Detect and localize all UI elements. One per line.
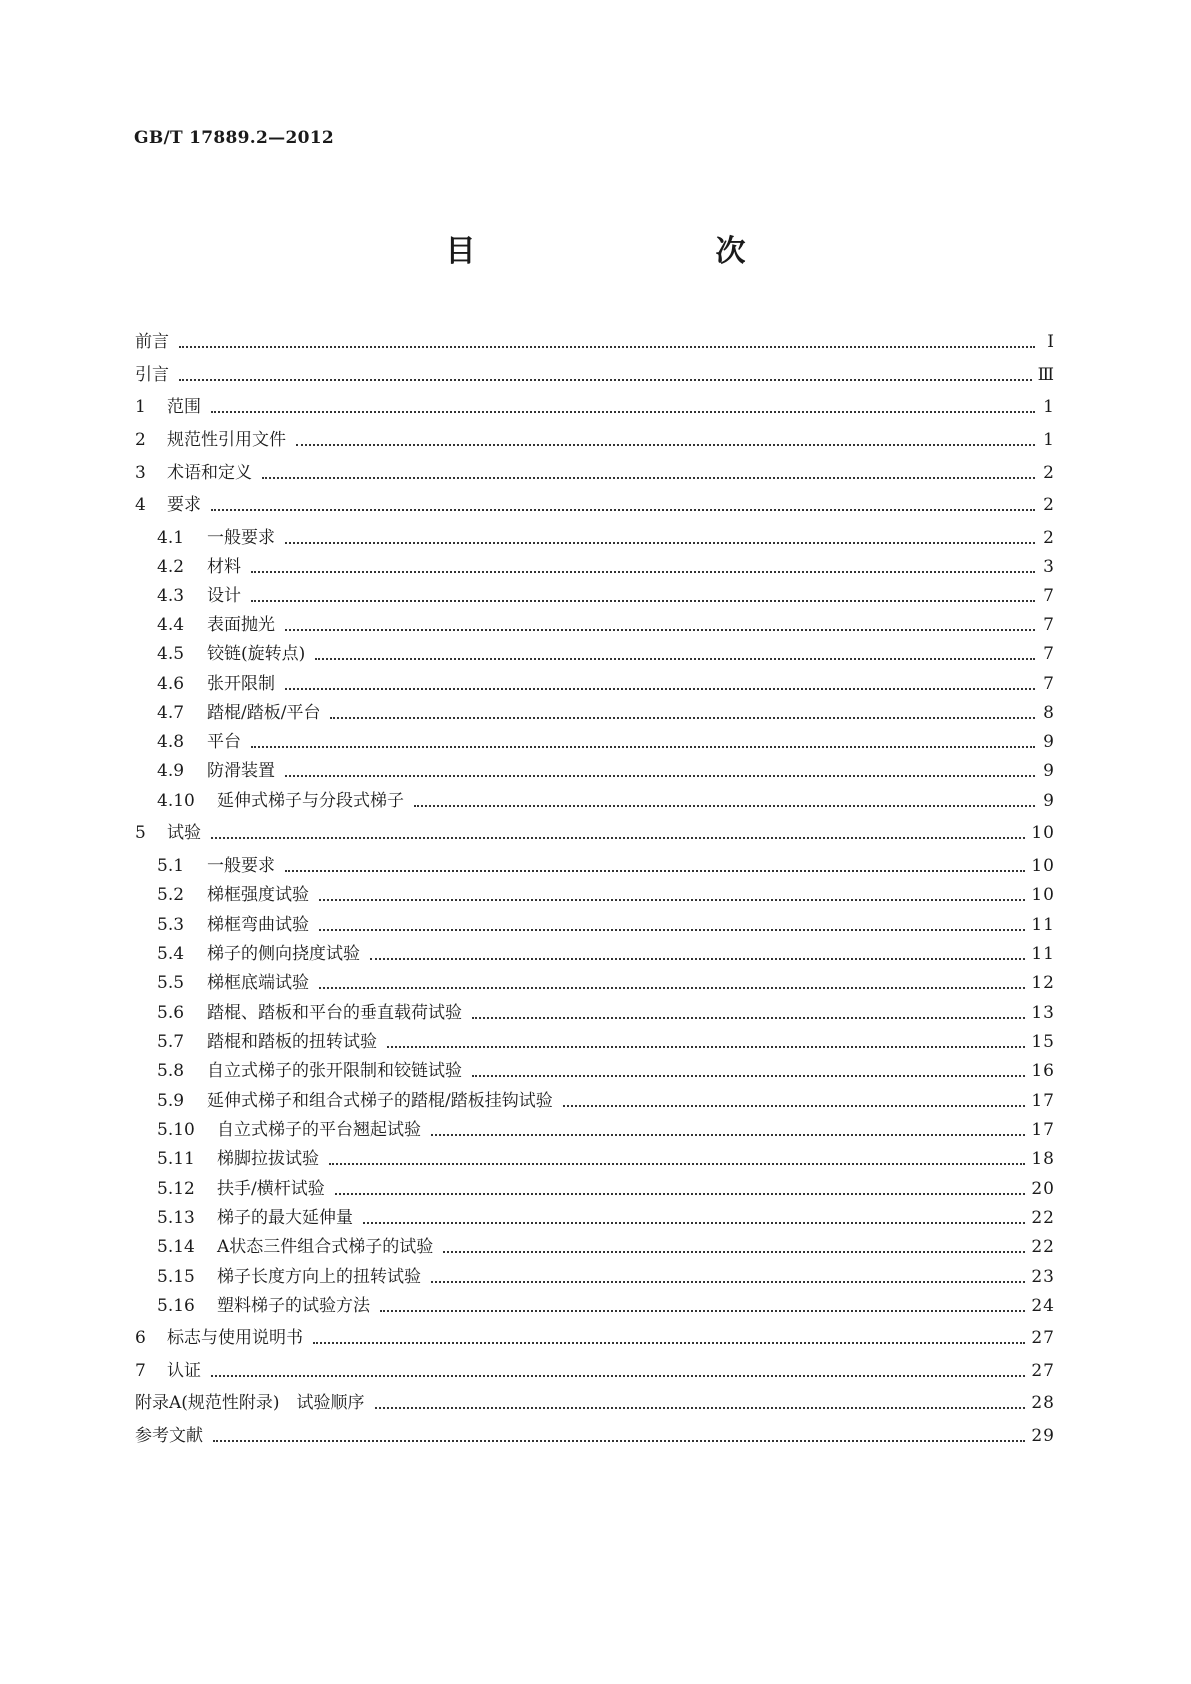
toc-entry[interactable]	[157, 1262, 1055, 1288]
toc-entry[interactable]	[135, 1323, 1055, 1349]
toc-entry-number: 5.16	[157, 1296, 195, 1316]
toc-entry-page: 13	[1031, 1003, 1055, 1023]
toc-entry-page: Ⅲ	[1037, 365, 1055, 385]
toc-entry-label: 踏棍/踏板/平台	[207, 703, 321, 723]
toc-entry-label: 扶手/横杆试验	[217, 1179, 325, 1199]
toc-entry-number: 1	[135, 397, 146, 417]
toc-entry-page: 1	[1043, 397, 1055, 417]
toc-entry-label: 平台	[207, 732, 241, 752]
toc-entry-number: 5.6	[157, 1003, 185, 1023]
toc-entry-page: 2	[1043, 528, 1055, 548]
toc-entry-page: 28	[1031, 1393, 1055, 1413]
toc-dot-leader	[431, 1281, 1025, 1283]
toc-entry-page: 11	[1031, 944, 1055, 964]
toc-dot-leader	[313, 1342, 1025, 1344]
toc-entry-page: 9	[1043, 761, 1055, 781]
toc-dot-leader	[375, 1407, 1026, 1409]
toc-dot-leader	[211, 411, 1035, 413]
toc-entry-page: 22	[1031, 1208, 1055, 1228]
toc-entry-page: 17	[1031, 1120, 1055, 1140]
toc-entry-page: 27	[1031, 1328, 1055, 1348]
toc-entry-number: 5.7	[157, 1032, 185, 1052]
toc-dot-leader	[329, 1163, 1025, 1165]
toc-entry[interactable]	[135, 818, 1055, 844]
toc-entry-label: 梯子的侧向挠度试验	[207, 944, 360, 964]
toc-dot-leader	[330, 717, 1035, 719]
toc-dot-leader	[285, 629, 1035, 631]
toc-entry-number: 4.4	[157, 615, 185, 635]
toc-entry[interactable]	[157, 610, 1055, 636]
toc-entry-label: 标志与使用说明书	[167, 1328, 303, 1348]
toc-entry[interactable]	[135, 360, 1055, 386]
toc-entry-label: 梯框弯曲试验	[207, 915, 309, 935]
toc-dot-leader	[211, 837, 1025, 839]
toc-entry-label: 张开限制	[207, 674, 275, 694]
toc-entry-number: 2	[135, 430, 146, 450]
toc-entry-page: 9	[1043, 791, 1055, 811]
toc-entry[interactable]	[157, 880, 1055, 906]
toc-entry-label: 延伸式梯子和组合式梯子的踏棍/踏板挂钩试验	[207, 1091, 553, 1111]
toc-entry-label: 塑料梯子的试验方法	[217, 1296, 370, 1316]
toc-entry-label: 一般要求	[207, 528, 275, 548]
toc-entry[interactable]	[157, 786, 1055, 812]
toc-entry-number: 4.2	[157, 557, 185, 577]
toc-entry-number: 4.10	[157, 791, 195, 811]
toc-entry-label: 设计	[207, 586, 241, 606]
toc-dot-leader	[363, 1222, 1025, 1224]
toc-entry[interactable]	[135, 490, 1055, 516]
toc-entry-number: 5.15	[157, 1267, 195, 1287]
toc-entry[interactable]	[157, 851, 1055, 877]
toc-entry-page: 17	[1031, 1091, 1055, 1111]
standard-code: GB/T 17889.2—2012	[134, 128, 334, 148]
toc-dot-leader	[387, 1046, 1025, 1048]
toc-entry-label: 附录A(规范性附录) 试验顺序	[135, 1393, 365, 1413]
toc-entry[interactable]	[135, 327, 1055, 353]
toc-entry-number: 5.9	[157, 1091, 185, 1111]
toc-dot-leader	[319, 987, 1025, 989]
toc-entry-page: 8	[1043, 703, 1055, 723]
toc-entry-label: 梯子长度方向上的扭转试验	[217, 1267, 421, 1287]
toc-entry-page: 2	[1043, 463, 1055, 483]
toc-entry-page: 24	[1031, 1296, 1055, 1316]
toc-dot-leader	[319, 899, 1025, 901]
toc-entry[interactable]	[157, 910, 1055, 936]
toc-entry-page: 1	[1043, 430, 1055, 450]
toc-dot-leader	[179, 379, 1032, 381]
toc-dot-leader	[251, 600, 1035, 602]
toc-entry-page: 7	[1043, 615, 1055, 635]
toc-entry-number: 4.6	[157, 674, 185, 694]
toc-entry-number: 6	[135, 1328, 146, 1348]
toc-entry-label: 防滑装置	[207, 761, 275, 781]
toc-entry-page: 18	[1031, 1149, 1055, 1169]
toc-dot-leader	[431, 1134, 1025, 1136]
toc-entry-page: 10	[1031, 856, 1055, 876]
toc-dot-leader	[211, 509, 1035, 511]
toc-entry-page: 7	[1043, 644, 1055, 664]
toc-entry[interactable]	[135, 1388, 1055, 1414]
toc-dot-leader	[179, 346, 1035, 348]
toc-title: 目 次	[445, 234, 806, 269]
toc-entry[interactable]	[157, 968, 1055, 994]
toc-entry-number: 7	[135, 1361, 146, 1381]
toc-entry[interactable]	[157, 639, 1055, 665]
toc-entry[interactable]	[135, 458, 1055, 484]
toc-entry[interactable]	[157, 1027, 1055, 1053]
toc-dot-leader	[414, 805, 1035, 807]
toc-entry-page: 16	[1031, 1061, 1055, 1081]
toc-dot-leader	[370, 958, 1025, 960]
toc-entry-page: 11	[1031, 915, 1055, 935]
toc-entry[interactable]	[157, 552, 1055, 578]
toc-entry-label: 规范性引用文件	[167, 430, 286, 450]
toc-dot-leader	[380, 1310, 1025, 1312]
toc-entry-number: 5.3	[157, 915, 185, 935]
toc-entry-page: 7	[1043, 674, 1055, 694]
toc-entry[interactable]	[157, 581, 1055, 607]
toc-entry-label: 前言	[135, 332, 169, 352]
toc-entry[interactable]	[157, 1086, 1055, 1112]
toc-entry[interactable]	[157, 727, 1055, 753]
toc-entry[interactable]	[157, 998, 1055, 1024]
toc-entry[interactable]	[157, 1232, 1055, 1258]
toc-entry[interactable]	[157, 1115, 1055, 1141]
toc-entry-number: 5.14	[157, 1237, 195, 1257]
toc-entry-number: 5.12	[157, 1179, 195, 1199]
toc-entry-label: 梯子的最大延伸量	[217, 1208, 353, 1228]
toc-entry[interactable]	[157, 939, 1055, 965]
toc-entry-page: 22	[1031, 1237, 1055, 1257]
toc-entry-label: 材料	[207, 557, 241, 577]
toc-entry-label: 梯脚拉拔试验	[217, 1149, 319, 1169]
toc-dot-leader	[285, 775, 1035, 777]
toc-entry[interactable]	[157, 1203, 1055, 1229]
toc-entry-page: 10	[1031, 885, 1055, 905]
toc-dot-leader	[296, 444, 1035, 446]
toc-dot-leader	[285, 870, 1025, 872]
toc-dot-leader	[443, 1251, 1025, 1253]
toc-entry-page: 9	[1043, 732, 1055, 752]
toc-entry-page: 23	[1031, 1267, 1055, 1287]
toc-dot-leader	[213, 1440, 1025, 1442]
toc-entry[interactable]	[157, 698, 1055, 724]
toc-entry-label: 表面抛光	[207, 615, 275, 635]
toc-dot-leader	[472, 1075, 1025, 1077]
toc-dot-leader	[335, 1193, 1026, 1195]
toc-dot-leader	[315, 658, 1035, 660]
toc-entry-number: 5.13	[157, 1208, 195, 1228]
toc-entry-label: 踏棍、踏板和平台的垂直载荷试验	[207, 1003, 462, 1023]
toc-entry[interactable]	[157, 669, 1055, 695]
toc-entry[interactable]	[135, 1356, 1055, 1382]
toc-dot-leader	[319, 929, 1025, 931]
toc-entry-label: 梯框强度试验	[207, 885, 309, 905]
toc-entry-label: 引言	[135, 365, 169, 385]
toc-entry[interactable]	[157, 756, 1055, 782]
toc-entry-page: 7	[1043, 586, 1055, 606]
toc-entry-page: 10	[1031, 823, 1055, 843]
toc-entry[interactable]	[135, 1421, 1055, 1447]
toc-entry-page: 20	[1031, 1179, 1055, 1199]
toc-entry-label: 铰链(旋转点)	[207, 644, 306, 664]
toc-entry-label: 一般要求	[207, 856, 275, 876]
toc-entry-page: 27	[1031, 1361, 1055, 1381]
toc-dot-leader	[563, 1105, 1026, 1107]
toc-dot-leader	[472, 1017, 1025, 1019]
toc-entry-number: 5.8	[157, 1061, 185, 1081]
toc-dot-leader	[285, 542, 1035, 544]
toc-entry-label: 术语和定义	[167, 463, 252, 483]
toc-entry-label: A状态三件组合式梯子的试验	[217, 1237, 434, 1257]
toc-entry-page: 12	[1031, 973, 1055, 993]
toc-entry-number: 5.2	[157, 885, 185, 905]
toc-dot-leader	[285, 688, 1035, 690]
toc-dot-leader	[251, 571, 1035, 573]
toc-entry-page: 29	[1031, 1426, 1055, 1446]
toc-entry[interactable]	[157, 1291, 1055, 1317]
toc-entry-label: 范围	[167, 397, 201, 417]
toc-entry[interactable]	[157, 1144, 1055, 1170]
toc-entry[interactable]	[157, 523, 1055, 549]
toc-entry-page: 3	[1043, 557, 1055, 577]
toc-entry-number: 5.11	[157, 1149, 195, 1169]
toc-entry-number: 4.3	[157, 586, 185, 606]
toc-entry-number: 4.5	[157, 644, 185, 664]
toc-entry-number: 5.5	[157, 973, 185, 993]
toc-entry-number: 4.7	[157, 703, 185, 723]
toc-dot-leader	[211, 1375, 1025, 1377]
toc-entry-number: 4.8	[157, 732, 185, 752]
toc-entry-number: 3	[135, 463, 146, 483]
toc-entry-label: 参考文献	[135, 1426, 203, 1446]
toc-entry-number: 4.1	[157, 528, 185, 548]
toc-entry-label: 延伸式梯子与分段式梯子	[217, 791, 404, 811]
toc-entry[interactable]	[135, 392, 1055, 418]
toc-entry-number: 4	[135, 495, 146, 515]
toc-dot-leader	[262, 477, 1035, 479]
toc-entry-label: 认证	[167, 1361, 201, 1381]
toc-entry-number: 5.4	[157, 944, 185, 964]
toc-entry-label: 自立式梯子的张开限制和铰链试验	[207, 1061, 462, 1081]
toc-entry-number: 5.10	[157, 1120, 195, 1140]
toc-entry[interactable]	[157, 1056, 1055, 1082]
toc-dot-leader	[251, 746, 1035, 748]
toc-entry[interactable]	[157, 1174, 1055, 1200]
toc-entry-page: Ⅰ	[1047, 332, 1055, 352]
toc-entry-label: 自立式梯子的平台翘起试验	[217, 1120, 421, 1140]
toc-entry[interactable]	[135, 425, 1055, 451]
toc-entry-label: 梯框底端试验	[207, 973, 309, 993]
toc-entry-page: 2	[1043, 495, 1055, 515]
toc-entry-label: 试验	[167, 823, 201, 843]
toc-entry-label: 要求	[167, 495, 201, 515]
toc-entry-page: 15	[1031, 1032, 1055, 1052]
toc-entry-number: 4.9	[157, 761, 185, 781]
toc-entry-number: 5.1	[157, 856, 185, 876]
toc-entry-number: 5	[135, 823, 146, 843]
toc-entry-label: 踏棍和踏板的扭转试验	[207, 1032, 377, 1052]
